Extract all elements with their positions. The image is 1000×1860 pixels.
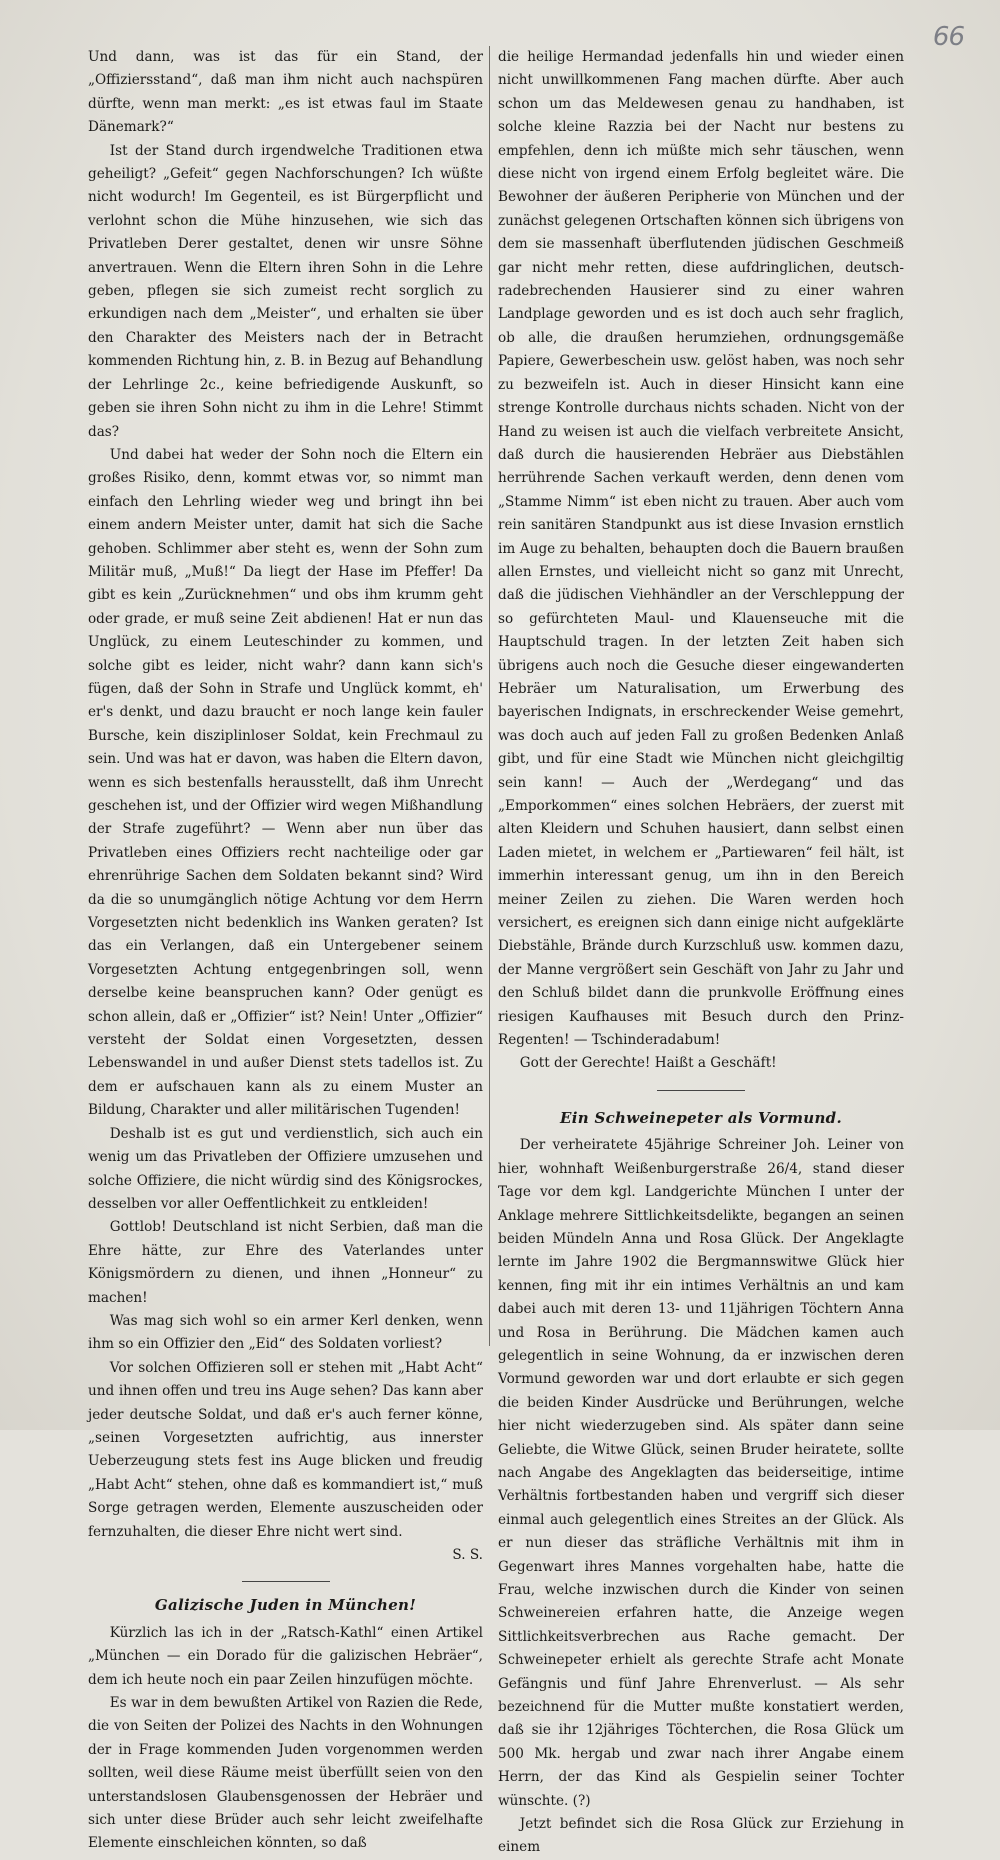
article-paragraph: Ist der Stand durch irgendwelche Traditionen etwa geheiligt? „Gefeit“ gegen Nachforschungen? Ich wüßte nicht wodurch! Im Gegenteil, es ist Bürgerpflicht und verlohnt schon die Mühe hinzusehen, wie sich das Privatleben Derer gestaltet, denen wir unsre Söhne anvertrauen. Wenn die Eltern ihren Sohn in die Lehre geben, pflegen sie sich zumeist recht sorglich zu erkundigen nach dem „Meister“, und erhalten sie über den Charakter des Meisters nach der in Betracht kommenden Richtung hin, z. B. in Bezug auf Behandlung der Lehrlinge 2c., keine befriedigende Auskunft, so geben sie ihren Sohn nicht zu ihm in die Lehre! Stimmt das?: [88, 142, 483, 440]
column-divider: [489, 46, 490, 1346]
article-paragraph: Es war in dem bewußten Artikel von Razien die Rede, die von Seiten der Polizei des Nachts in den Wohnungen der in Frage kommenden Juden vorgenommen werden sollten, weil diese Räume meist überfüllt seien von den unterstandslosen Glaubensgenossen der Hebräer und sich unter diese Brüder auch sehr leicht zweifelhafte Elemente einschleichen könnten, so daß: [88, 1695, 483, 1852]
galician-article-continued: [498, 46, 904, 1076]
section-rule: [242, 1581, 330, 1582]
article-paragraph: Gott der Gerechte! Haißt a Geschäft!: [519, 1055, 777, 1072]
article-paragraph: Der verheiratete 45jährige Schreiner Joh. Leiner von hier, wohnhaft Weißenburgerstraße 26/4, stand dieser Tage vor dem kgl. Landgerichte München I unter der Anklage mehrere Sittlichkeitsdelikte, begangen an seinen beiden Mündeln Anna und Rosa Glück. Der Angeklagte lernte im Jahre 1902 die Bergmannswitwe Glück hier kennen, fing mit ihr ein intimes Verhältnis an und kam dabei auch mit deren 13- und 11jährigen Töchtern Anna und Rosa in Berührung. Die Mädchen kamen auch gelegentlich in seine Wohnung, da er inzwischen deren Vormund geworden war und dort erlaubte er sich gegen die beiden Kinder Ausdrücke und Berührungen, welche hier nicht wiederzugeben sind. Als später dann seine Geliebte, die Witwe Glück, seinen Bruder heiratete, sollte nach Angabe des Angeklagten das beiderseitige, intime Verhältnis fortbestanden haben und vergriff sich dieser einmal auch gelegentlich eines Streites an der Glück. Als er nun dieser das sträfliche Verhältnis mit ihm in Gegenwart ihres Mannes vorgehalten habe, hatte die Frau, welche inzwischen durch die Kinder von seinen Schweinereien erfahren hatte, die Anzeige wegen Sittlichkeitsverbrechen aus Rache gemacht. Der Schweinepeter erhielt als gerechte Strafe acht Monate Gefängnis und fünf Jahre Ehrenverlust. — Als sehr bezeichnend für die Mutter mußte konstatiert werden, daß sie ihr 12jähriges Töchterchen, die Rosa Glück um 500 Mk. hergab und zwar nach ihrer Angabe einem Herrn, der das Kind als Gespielin seiner Tochter wünschte. (?): [498, 1137, 904, 1809]
article-paragraph: Gottlob! Deutschland ist nicht Serbien, daß man die Ehre hätte, zur Ehre des Vaterlandes unter Königsmördern zu dienen, und ihnen „Honneur“ zu machen!: [88, 1219, 483, 1306]
article-paragraph: Und dann, was ist das für ein Stand, der „Offiziersstand“, daß man ihm nicht auch nachspüren dürfte, wenn man merkt: „es ist etwas faul im Staate Dänemark?“: [88, 49, 483, 136]
galician-article: [88, 1622, 483, 1856]
guardian-article: [498, 1134, 904, 1860]
article-title: Ein Schweinepeter als Vormund.: [559, 1108, 842, 1127]
right-column: [498, 46, 904, 1860]
section-rule: [657, 1090, 745, 1091]
left-column: [88, 46, 483, 1856]
article-paragraph: Kürzlich las ich in der „Ratsch-Kathl“ einen Artikel „München — ein Dorado für die galizischen Hebräer“, dem ich heute noch ein paar Zeilen hinzufügen möchte.: [88, 1624, 483, 1688]
article-paragraph: Jetzt befindet sich die Rosa Glück zur Erziehung in einem: [498, 1816, 904, 1856]
article-paragraph: Vor solchen Offizieren soll er stehen mit „Habt Acht“ und ihnen offen und treu ins Auge sehen? Das kann aber jeder deutsche Soldat, und daß er's auch ferner könne, „seinen Vorgesetzten aufrichtig, aus innerster Ueberzeugung stets fest ins Auge blicken und freudig „Habt Acht“ stehen, ohne daß es kommandiert ist,“ muß Sorge getragen werden, Elemente auszuscheiden oder fernzuhalten, die dieser Ehre nicht wert sind.: [88, 1359, 483, 1540]
officer-article: [88, 46, 483, 1567]
article-paragraph: die heilige Hermandad jedenfalls hin und wieder einen nicht unwillkommenen Fang machen dürfte. Aber auch schon um das Meldewesen genau zu handhaben, ist solche kleine Razzia bei der Nacht nur bestens zu empfehlen, denn ich müßte mich sehr täuschen, wenn diese nicht von irgend einem Erfolg begleitet wäre. Die Bewohner der äußeren Peripherie von München und der zunächst gelegenen Ortschaften können sich übrigens von dem sie massenhaft überflutenden jüdischen Geschmeiß gar nicht mehr retten, diese aufdringlichen, deutsch-radebrechenden Hausierer sind zu einer wahren Landplage geworden und es ist doch auch sehr fraglich, ob alle, die draußen herumziehen, ordnungsgemäße Papiere, Gewerbeschein usw. gelöst haben, was noch sehr zu bezweifeln ist. Auch in dieser Hinsicht kann eine strenge Kontrolle durchaus nichts schaden. Nicht von der Hand zu weisen ist auch die vielfach verbreitete Ansicht, daß durch die hausierenden Hebräer aus Diebstählen herrührende Sachen verkauft werden, denn denen vom „Stamme Nimm“ ist eben nicht zu trauen. Aber auch vom rein sanitären Standpunkt aus ist diese Invasion ernstlich im Auge zu behalten, behaupten doch die Bauern braußen allen Ernstes, und vielleicht nicht so ganz mit Unrecht, daß die jüdischen Viehhändler an der Verschleppung der so gefürchteten Maul- und Klauenseuche mit die Hauptschuld tragen. In der letzten Zeit haben sich übrigens auch noch die Gesuche dieser eingewanderten Hebräer um Naturalisation, um Erwerbung des bayerischen Indignats, in erschreckender Weise gemehrt, was doch auch auf jeden Fall zu großen Bedenken Anlaß gibt, und für eine Stadt wie München nicht gleichgiltig sein kann! — Auch der „Werdegang“ und das „Emporkommen“ eines solchen Hebräers, der zuerst mit alten Kleidern und Schuhen hausiert, dann selbst einen Laden mietet, in welchem er „Partiewaren“ feil hält, ist immerhin interessant genug, um ihn in den Bereich meiner Zeilen zu ziehen. Die Waren werden hoch versichert, es ereignen sich dann einige nicht aufgeklärte Diebstähle, Brände durch Kurzschluß usw. kommen dazu, der Manne vergrößert sein Geschäft von Jahr zu Jahr und den Schluß bildet dann die prunkvolle Eröffnung eines riesigen Kaufhauses mit Besuch durch den Prinz-Regenten! — Tschinderadabum!: [498, 49, 904, 1049]
article-title: Galizische Juden in München!: [154, 1596, 417, 1615]
page-folio: 66: [932, 22, 964, 52]
article-paragraph: Was mag sich wohl so ein armer Kerl denken, wenn ihm so ein Offizier den „Eid“ des Soldaten vorliest?: [88, 1312, 483, 1353]
article-paragraph: Deshalb ist es gut und verdienstlich, sich auch ein wenig um das Privatleben der Offiziere umzusehen und solche Offiziere, die nicht würdig sind des Königsrockes, desselben vor aller Oeffentlichkeit zu entkleiden!: [88, 1125, 483, 1212]
article-paragraph: Und dabei hat weder der Sohn noch die Eltern ein großes Risiko, denn, kommt etwas vor, so nimmt man einfach den Lehrling wieder weg und bringt ihn bei einem andern Meister unter, damit hat sich die Sache gehoben. Schlimmer aber steht es, wenn der Sohn zum Militär muß, „Muß!“ Da liegt der Hase im Pfeffer! Da gibt es kein „Zurücknehmen“ und obs ihm krumm geht oder grade, er muß seine Zeit abdienen! Hat er nun das Unglück, zu einem Leuteschinder zu kommen, und solche gibt es leider, nicht wahr? dann kann sich's fügen, daß der Sohn in Strafe und Unglück kommt, eh' er's denkt, und dazu braucht er noch lange kein fauler Bursche, kein disziplinloser Soldat, kein Frechmaul zu sein. Und was hat er davon, was haben die Eltern davon, wenn es sich bestenfalls herausstellt, daß ihm Unrecht geschehen ist, und der Offizier wird wegen Mißhandlung der Strafe zugeführt? — Wenn aber nun über das Privatleben eines Offiziers recht nachteilige oder gar ehrenrührige Sachen dem Soldaten bekannt sind? Wird da die so unumgänglich nötige Achtung vor dem Herrn Vorgesetzten nicht bedenklich ins Wanken geraten? Ist das ein Verlangen, daß ein Untergebener seinem Vorgesetzten Achtung entgegenbringen soll, wenn derselbe keine beanspruchen kann? Oder genügt es schon allein, daß er „Offizier“ ist? Nein! Unter „Offizier“ versteht der Soldat einen Vorgesetzten, dessen Lebenswandel in und außer Dienst stets tadellos ist. Zu dem er aufschauen kann als zu einem Muster an Bildung, Charakter und aller militärischen Tugenden!: [88, 446, 483, 1119]
article-signature: S. S.: [452, 1547, 483, 1563]
